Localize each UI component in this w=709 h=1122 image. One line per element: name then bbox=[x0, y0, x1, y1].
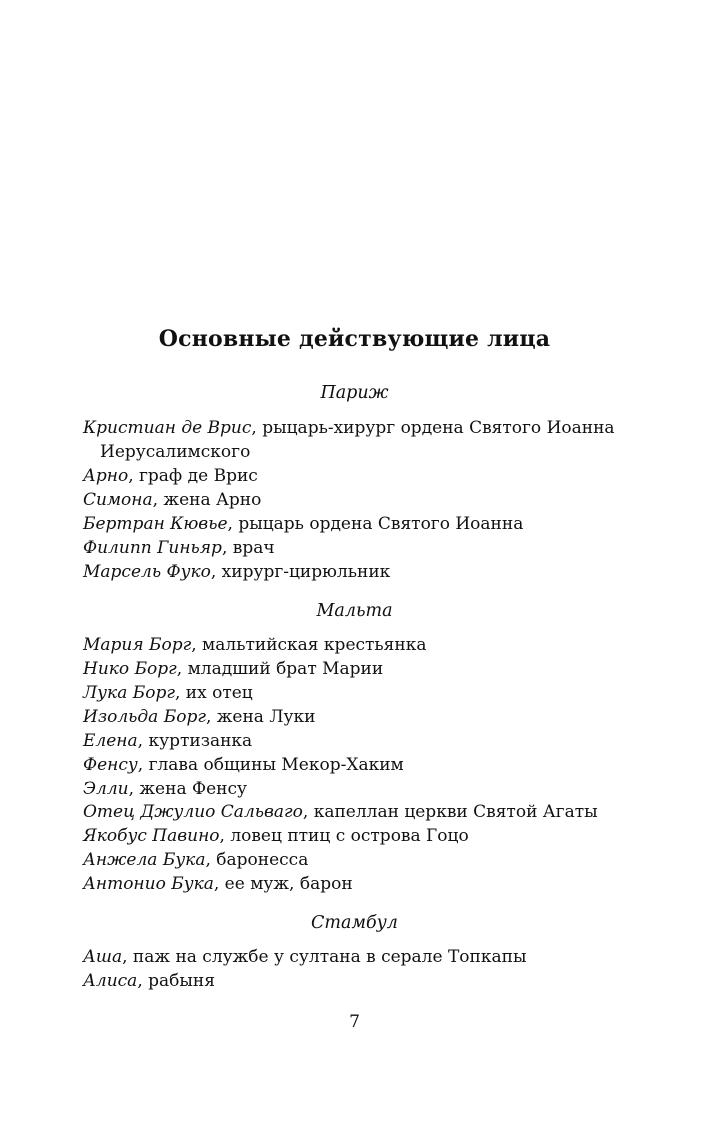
character-name: Отец Джулио Сальваго bbox=[83, 802, 303, 822]
character-entry bbox=[83, 729, 252, 753]
character-description: , ловец птиц с острова Гоцо bbox=[219, 826, 469, 846]
character-description: , рыцарь ордена Святого Иоанна bbox=[227, 514, 524, 534]
character-entry bbox=[83, 464, 258, 488]
character-entry bbox=[83, 777, 247, 801]
character-name: Симона bbox=[83, 490, 153, 510]
character-description: , паж на службе у султана в серале Топкапы bbox=[122, 947, 527, 967]
character-description: , глава общины Мекор-Хаким bbox=[137, 755, 404, 775]
character-description: , жена Фенсу bbox=[128, 779, 248, 799]
character-description: , баронесса bbox=[205, 850, 309, 870]
character-entry bbox=[83, 969, 215, 993]
character-entry bbox=[83, 753, 404, 777]
character-description: , граф де Врис bbox=[128, 466, 258, 486]
character-name: Марсель Фуко bbox=[83, 562, 211, 582]
section-heading-paris: Париж bbox=[320, 383, 389, 403]
character-name: Бертран Кювье bbox=[83, 514, 228, 534]
character-description: , хирург-цирюльник bbox=[210, 562, 391, 582]
character-entry bbox=[83, 705, 315, 729]
character-name: Анжела Бука bbox=[83, 850, 206, 870]
character-name: Антонио Бука bbox=[83, 874, 214, 894]
character-entry bbox=[83, 872, 353, 896]
character-description: , их отец bbox=[174, 683, 253, 703]
character-entry bbox=[83, 560, 390, 584]
character-description: , врач bbox=[221, 538, 275, 558]
character-description-continued: Иерусалимского bbox=[100, 442, 251, 462]
character-name: Филипп Гиньяр bbox=[83, 538, 222, 558]
character-entry bbox=[83, 800, 598, 824]
character-description: , жена Арно bbox=[152, 490, 262, 510]
page-number: 7 bbox=[349, 1012, 360, 1032]
character-name: Кристиан де Врис bbox=[83, 418, 252, 438]
character-entry bbox=[83, 657, 383, 681]
character-description: , рабыня bbox=[137, 971, 215, 991]
character-description: , ее муж, барон bbox=[213, 874, 353, 894]
character-name: Нико Борг bbox=[83, 659, 177, 679]
character-name: Мария Борг bbox=[83, 635, 192, 655]
character-entry bbox=[83, 416, 615, 464]
character-name: Елена bbox=[83, 731, 138, 751]
character-description: , мальтийская крестьянка bbox=[191, 635, 427, 655]
character-entry bbox=[83, 488, 261, 512]
character-entry bbox=[83, 824, 469, 848]
character-name: Лука Борг bbox=[83, 683, 175, 703]
character-description: , капеллан церкви Святой Агаты bbox=[302, 802, 598, 822]
character-description: , младший брат Марии bbox=[176, 659, 384, 679]
character-entry bbox=[83, 848, 308, 872]
character-entry bbox=[83, 536, 275, 560]
character-entry bbox=[83, 512, 523, 536]
character-entry bbox=[83, 945, 526, 969]
character-name: Изольда Борг bbox=[83, 707, 206, 727]
character-entry bbox=[83, 681, 253, 705]
character-description: , жена Луки bbox=[205, 707, 316, 727]
character-description: , куртизанка bbox=[137, 731, 253, 751]
character-name: Элли bbox=[83, 779, 129, 799]
character-name: Аша bbox=[83, 947, 123, 967]
character-name: Арно bbox=[83, 466, 129, 486]
character-entry bbox=[83, 633, 427, 657]
section-heading-istanbul: Стамбул bbox=[311, 913, 398, 933]
character-name: Якобус Павино bbox=[83, 826, 220, 846]
section-heading-malta: Мальта bbox=[316, 601, 393, 621]
character-name: Алиса bbox=[83, 971, 138, 991]
page-title: Основные действующие лица bbox=[158, 326, 551, 352]
character-description: , рыцарь-хирург ордена Святого Иоанна bbox=[251, 418, 615, 438]
character-name: Фенсу bbox=[83, 755, 138, 775]
